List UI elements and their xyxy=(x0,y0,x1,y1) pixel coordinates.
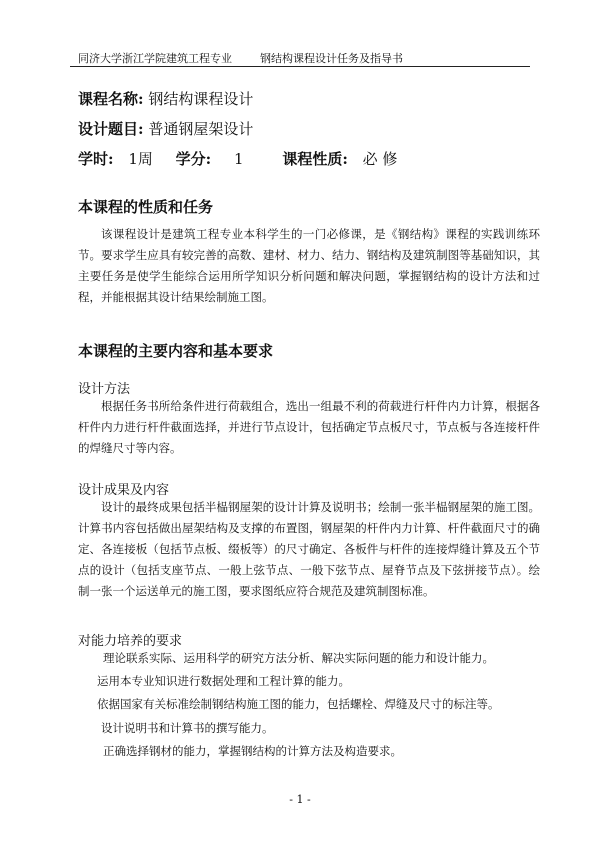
course-topic-value: 普通钢屋架设计 xyxy=(148,120,254,138)
course-name-label: 课程名称: xyxy=(78,90,144,108)
result-paragraph: 设计的最终成果包括半榀钢屋架的设计计算及说明书；绘制一张半榀钢屋架的施工图。计算书内容包括做出屋架结构及支撑的布置图，钢屋架的杆件内力计算、杆件截面尺寸的确定、各连接板（包括节点板、缀板等）的尺寸确定、各板件与杆件的连接焊缝计算及五个节点的设计（包括支座节点、一般上弦节点、一般下弦节点、屋脊节点及下弦拼接节点）。绘制一张一个运送单元的施工图，要求图纸应符合规范及建筑制图标准。 xyxy=(78,500,540,598)
course-topic-row xyxy=(78,118,253,139)
ability-item: 运用本专业知识进行数据处理和工程计算的能力。 xyxy=(97,674,350,688)
ability-item: 依据国家有关标准绘制钢结构施工图的能力，包括螺栓、焊缝及尺寸的标注等。 xyxy=(97,697,500,711)
credits-value: 1 xyxy=(233,150,244,168)
page-number: - 1 - xyxy=(289,793,311,806)
hours-label: 学时: xyxy=(78,150,114,168)
section-title-nature: 本课程的性质和任务 xyxy=(78,198,214,216)
page-header xyxy=(70,48,530,67)
header-school: 同济大学浙江学院建筑工程专业 xyxy=(78,52,232,65)
hours-value: 1周 xyxy=(128,150,153,168)
subsection-title-result: 设计成果及内容 xyxy=(78,483,170,498)
course-meta-row xyxy=(78,148,397,169)
ability-item: 理论联系实际、运用科学的研究方法分析、解决实际问题的能力和设计能力。 xyxy=(103,651,494,665)
subsection-title-method: 设计方法 xyxy=(78,382,131,397)
header-doc-title: 钢结构课程设计任务及指导书 xyxy=(260,52,403,65)
course-topic-label: 设计题目: xyxy=(78,120,144,138)
course-name-row xyxy=(78,88,253,109)
course-name-value: 钢结构课程设计 xyxy=(148,90,254,108)
nature-paragraph: 该课程设计是建筑工程专业本科学生的一门必修课，是《钢结构》课程的实践训练环节。要求学生应具有较完善的高数、建材、材力、结力、钢结构及建筑制图等基础知识，其主要任务是使学生能综合运用所学知识分析问题和解决问题，掌握钢结构的设计方法和过程，并能根据其设计结果绘制施工图。 xyxy=(78,227,540,304)
credits-label: 学分: xyxy=(175,150,212,168)
ability-item: 正确选择钢材的能力，掌握钢结构的计算方法及构造要求。 xyxy=(103,744,402,758)
subsection-title-ability: 对能力培养的要求 xyxy=(78,634,183,649)
section-title-content: 本课程的主要内容和基本要求 xyxy=(78,342,274,360)
nature-label: 课程性质: xyxy=(282,150,348,168)
nature-value: 必 修 xyxy=(362,150,398,168)
method-paragraph: 根据任务书所给条件进行荷载组合，选出一组最不利的荷载进行杆件内力计算，根据各杆件内力进行杆件截面选择，并进行节点设计，包括确定节点板尺寸，节点板与各连接杆件的焊缝尺寸等内容。 xyxy=(78,399,540,455)
ability-item: 设计说明书和计算书的撰写能力。 xyxy=(101,721,274,735)
